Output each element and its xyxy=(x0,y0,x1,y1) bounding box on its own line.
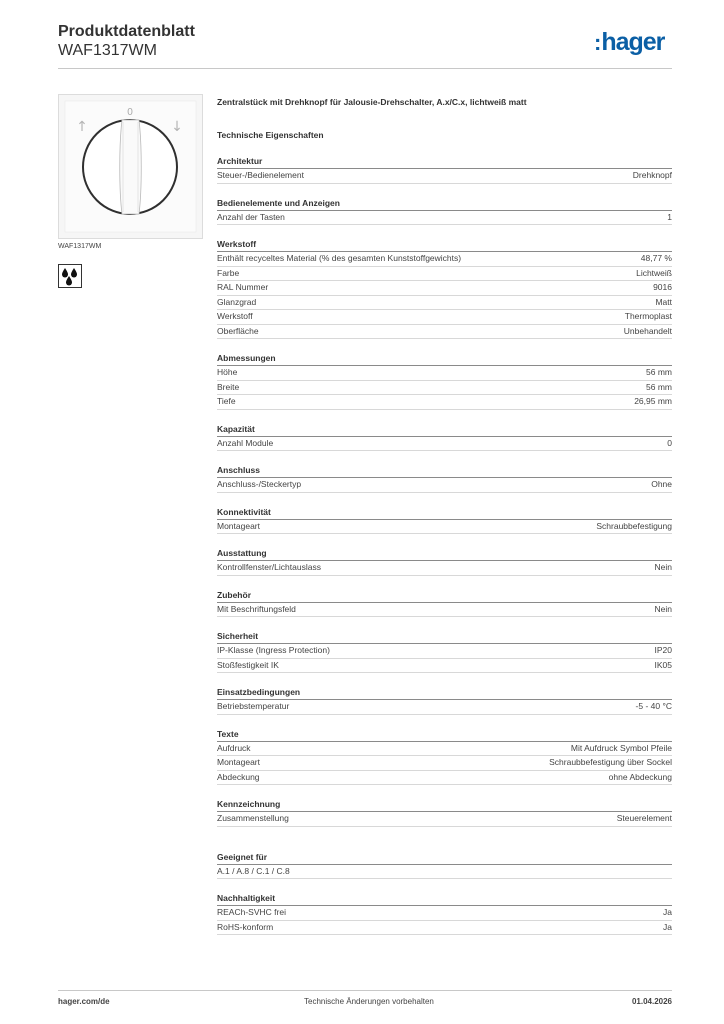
rotary-switch-illustration xyxy=(59,95,202,238)
spec-value: Ja xyxy=(663,921,672,932)
spec-value: ohne Abdeckung xyxy=(608,771,672,782)
section-title: Zubehör xyxy=(217,589,672,603)
spec-section xyxy=(217,464,672,493)
spec-label: Zusammenstellung xyxy=(217,813,289,823)
spec-row xyxy=(217,520,672,535)
spec-row xyxy=(217,906,672,921)
spec-label: Farbe xyxy=(217,267,240,278)
spec-row xyxy=(217,296,672,311)
spec-value: 56 mm xyxy=(646,367,672,377)
header-divider xyxy=(58,68,672,69)
section-title: Werkstoff xyxy=(217,238,672,252)
spec-label: Werkstoff xyxy=(217,311,253,321)
header xyxy=(58,22,195,60)
spec-row xyxy=(217,771,672,786)
footer-disclaimer: Technische Änderungen vorbehalten xyxy=(304,997,434,1006)
spec-row xyxy=(217,169,672,184)
spec-value: Steuerelement xyxy=(616,813,672,823)
spec-label: Mit Beschriftungsfeld xyxy=(217,603,296,614)
spec-row xyxy=(217,437,672,452)
spec-label: Aufdruck xyxy=(217,742,251,753)
spec-label: Anzahl Module xyxy=(217,437,274,448)
spec-label: Oberfläche xyxy=(217,325,259,336)
section-title: Bedienelemente und Anzeigen xyxy=(217,197,672,211)
section-title: Anschluss xyxy=(217,464,672,478)
spec-section xyxy=(217,798,672,827)
spec-label: Enthält recyceltes Material (% des gesamten Kunststoffgewichts) xyxy=(217,253,462,263)
spec-row xyxy=(217,561,672,576)
spec-row xyxy=(217,310,672,325)
spec-section xyxy=(217,630,672,673)
spec-label: Breite xyxy=(217,381,240,392)
dial-zero-label: 0 xyxy=(127,107,133,118)
spec-value: Schraubbefestigung über Sockel xyxy=(549,757,672,767)
spec-label: RoHS-konform xyxy=(217,921,274,932)
section-title: Kapazität xyxy=(217,423,672,437)
spec-row xyxy=(217,478,672,493)
spec-label: RAL Nummer xyxy=(217,282,269,292)
spec-row xyxy=(217,325,672,340)
spec-row xyxy=(217,395,672,410)
section-title: Texte xyxy=(217,728,672,742)
water-drops-icon xyxy=(58,264,82,288)
technical-properties-heading: Technische Eigenschaften xyxy=(217,130,324,140)
spec-row xyxy=(217,756,672,771)
logo-text: hager xyxy=(601,28,665,56)
spec-label: Steuer-/Bedienelement xyxy=(217,170,304,180)
spec-label: REACh-SVHC frei xyxy=(217,907,286,917)
spec-value: 26,95 mm xyxy=(634,396,672,406)
spec-row xyxy=(217,366,672,381)
spec-value: 0 xyxy=(667,437,672,448)
spec-label: Kontrollfenster/Lichtauslass xyxy=(217,562,321,572)
spec-content xyxy=(217,97,672,935)
footer-website: hager.com/de xyxy=(58,997,110,1006)
spec-label: Stoßfestigkeit IK xyxy=(217,659,279,670)
section-title: Architektur xyxy=(217,155,672,169)
spec-label: Anzahl der Tasten xyxy=(217,211,285,222)
spec-section xyxy=(217,155,672,184)
spec-section xyxy=(217,506,672,535)
spec-label: Tiefe xyxy=(217,396,236,406)
product-description: Zentralstück mit Drehknopf für Jalousie-Drehschalter, A.x/C.x, lichtweiß matt xyxy=(217,97,527,107)
section-title: Sicherheit xyxy=(217,630,672,644)
spec-row xyxy=(217,603,672,618)
spec-row xyxy=(217,865,672,880)
logo-prefix: : xyxy=(594,30,601,55)
up-arrow-icon: ↑ xyxy=(76,119,88,135)
spec-value: Nein xyxy=(654,562,672,572)
spec-value: Ja xyxy=(663,907,672,917)
spec-label: Betriebstemperatur xyxy=(217,701,290,711)
spec-value: 48,77 % xyxy=(640,253,672,263)
spec-value: 56 mm xyxy=(646,381,672,392)
spec-label: Abdeckung xyxy=(217,771,260,782)
down-arrow-icon: ↓ xyxy=(171,119,183,135)
spec-row xyxy=(217,700,672,715)
footer-divider xyxy=(58,990,672,991)
section-title: Konnektivität xyxy=(217,506,672,520)
spec-value: Unbehandelt xyxy=(623,325,672,336)
spec-row xyxy=(217,211,672,226)
spec-section xyxy=(217,197,672,226)
spec-value: Drehknopf xyxy=(632,170,672,180)
spec-section xyxy=(217,686,672,715)
spec-value: Mit Aufdruck Symbol Pfeile xyxy=(570,742,672,753)
spec-label: Montageart xyxy=(217,520,260,531)
spec-label: Montageart xyxy=(217,757,260,767)
page-title: Produktdatenblatt xyxy=(58,23,195,40)
spec-row xyxy=(217,381,672,396)
spec-section xyxy=(217,352,672,410)
spec-label: Höhe xyxy=(217,367,238,377)
spec-section xyxy=(217,589,672,618)
spec-label: IP-Klasse (Ingress Protection) xyxy=(217,645,330,655)
spec-row xyxy=(217,644,672,659)
spec-row xyxy=(217,812,672,827)
hager-logo xyxy=(594,28,664,57)
section-title: Abmessungen xyxy=(217,352,672,366)
spec-value: Thermoplast xyxy=(624,311,672,321)
product-code: WAF1317WM xyxy=(58,42,157,59)
spec-row xyxy=(217,252,672,267)
spec-row xyxy=(217,921,672,936)
spec-value: -5 - 40 °C xyxy=(635,701,672,711)
spec-label: A.1 / A.8 / C.1 / C.8 xyxy=(217,865,290,876)
spec-section xyxy=(217,547,672,576)
spec-value: Nein xyxy=(654,603,672,614)
spec-value: 9016 xyxy=(653,282,672,292)
spec-sections xyxy=(217,155,672,935)
spec-value: Schraubbefestigung xyxy=(596,520,672,531)
spec-label: Anschluss-/Steckertyp xyxy=(217,479,302,489)
spec-row xyxy=(217,742,672,757)
spec-section xyxy=(217,851,672,880)
section-title: Nachhaltigkeit xyxy=(217,892,672,906)
spec-value: IP20 xyxy=(654,645,672,655)
product-image xyxy=(58,94,203,239)
spec-label: Glanzgrad xyxy=(217,296,257,307)
spec-row xyxy=(217,659,672,674)
spec-row xyxy=(217,281,672,296)
spec-section xyxy=(217,423,672,452)
spec-row xyxy=(217,267,672,282)
spec-value: Ohne xyxy=(651,479,672,489)
section-title: Einsatzbedingungen xyxy=(217,686,672,700)
section-title: Ausstattung xyxy=(217,547,672,561)
spec-section xyxy=(217,892,672,935)
section-title: Geeignet für xyxy=(217,851,672,865)
spec-section xyxy=(217,238,672,339)
spec-value: Matt xyxy=(655,296,672,307)
spec-value: 1 xyxy=(667,211,672,222)
spec-section xyxy=(217,728,672,786)
section-title: Kennzeichnung xyxy=(217,798,672,812)
footer-date: 01.04.2026 xyxy=(631,997,672,1006)
spec-value: Lichtweiß xyxy=(636,267,672,278)
spec-value: IK05 xyxy=(654,659,672,670)
image-caption: WAF1317WM xyxy=(58,243,102,250)
